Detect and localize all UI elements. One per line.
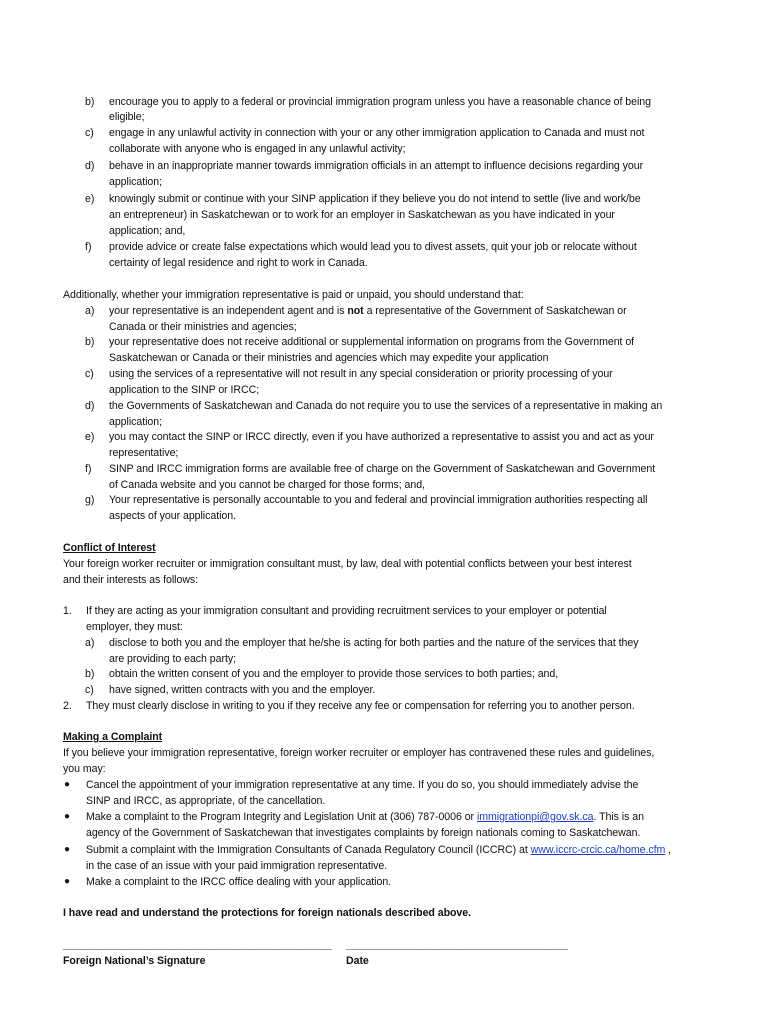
list1-label-c: c) xyxy=(85,127,94,139)
list1-label-d: d) xyxy=(85,160,95,172)
conflict-item2-number: 2. xyxy=(63,700,72,712)
conflict-item2-line1: They must clearly disclose in writing to you if they receive any fee or compensation for referring you to another person. xyxy=(86,700,635,712)
list2-b-line1: your representative does not receive additional or supplemental information on programs from the Government of xyxy=(109,336,635,348)
list2-f-line2: of Canada website and you cannot be charged for those forms; and, xyxy=(109,479,425,491)
list2-g-line1: Your representative is personally accountable to you and federal and provincial immigration authorities respecting all xyxy=(109,494,648,506)
conflict-sub-c-label: c) xyxy=(85,684,94,696)
list2-e-line1: you may contact the SINP or IRCC directly, even if you have authorized a representative to assist you and act as your xyxy=(109,431,654,443)
list1-e-line1: knowingly submit or continue with your SINP application if they believe you do not intend to settle (live and work/be xyxy=(109,193,641,205)
list2-c-line1: using the services of a representative will not result in any special consideration or priority processing of your xyxy=(109,368,613,380)
list1-f-line1: provide advice or create false expectations which would lead you to divest assets, quit your job or relocate without xyxy=(109,241,637,253)
conflict-sub-a-line2: are providing to each party; xyxy=(109,653,236,665)
list1-d-line2: application; xyxy=(109,176,162,188)
conflict-intro-line2: and their interests as follows: xyxy=(63,574,199,586)
list2-d-line1: the Governments of Saskatchewan and Canada do not require you to use the services of a representative in making an xyxy=(109,400,663,412)
complaint-bullet1-line2: SINP and IRCC, as appropriate, of the cancellation. xyxy=(86,795,326,807)
list2-f-line1: SINP and IRCC immigration forms are available free of charge on the Government of Saskatchewan and Government xyxy=(109,463,656,475)
list1-c-line2: collaborate with anyone who is engaged in any unlawful activity; xyxy=(109,143,406,155)
conflict-item1-line2: employer, they must: xyxy=(86,621,183,633)
list2-label-c: c) xyxy=(85,368,94,380)
list2-d-line2: application; xyxy=(109,416,162,428)
list1-b-line1: encourage you to apply to a federal or provincial immigration program unless you have a reasonable chance of being xyxy=(109,96,651,108)
list2-label-g: g) xyxy=(85,494,95,506)
list1-d-line1: behave in an inappropriate manner towards immigration officials in an attempt to influence decisions regarding your xyxy=(109,160,644,172)
list1-f-line2: certainty of legal residence and right to work in Canada. xyxy=(109,257,368,269)
list1-e-line3: application; and, xyxy=(109,225,186,237)
iccrc-website-link[interactable]: www.iccrc-crcic.ca/home.cfm xyxy=(530,844,666,856)
conflict-sub-b-label: b) xyxy=(85,668,95,680)
bullet-icon: ● xyxy=(64,844,71,855)
list2-label-b: b) xyxy=(85,336,95,348)
conflict-item1-number: 1. xyxy=(63,605,72,617)
list2-a-line2: Canada or their ministries and agencies; xyxy=(109,321,297,333)
complaint-bullet2-line1: Make a complaint to the Program Integrity and Legislation Unit at (306) 787-0006 or immigrationpi@gov.sk.ca. This is an xyxy=(86,811,644,823)
list2-label-e: e) xyxy=(85,431,95,443)
list2-label-a: a) xyxy=(85,305,95,317)
signature-line[interactable]: ______________________________________________ xyxy=(63,939,332,951)
conflict-sub-a-label: a) xyxy=(85,637,95,649)
signature-label: Foreign National’s Signature xyxy=(63,955,206,967)
list1-label-e: e) xyxy=(85,193,95,205)
complaint-heading: Making a Complaint xyxy=(63,731,163,743)
list1-c-line1: engage in any unlawful activity in connection with your or any other immigration application to Canada and must not xyxy=(109,127,645,139)
conflict-sub-a-line1: disclose to both you and the employer that he/she is acting for both parties and the nature of the services that they xyxy=(109,637,639,649)
bullet-icon: ● xyxy=(64,876,71,887)
conflict-sub-b-line1: obtain the written consent of you and the employer to provide those services to both parties; and, xyxy=(109,668,559,680)
list1-b-line2: eligible; xyxy=(109,111,145,123)
list2-b-line2: Saskatchewan or Canada or their ministries and agencies which may expedite your application xyxy=(109,352,549,364)
declaration-statement: I have read and understand the protections for foreign nationals described above. xyxy=(63,907,472,919)
list2-e-line2: representative; xyxy=(109,447,179,459)
date-line[interactable]: ______________________________________ xyxy=(346,939,568,951)
list2-g-line2: aspects of your application. xyxy=(109,510,236,522)
conflict-sub-c-line1: have signed, written contracts with you and the employer. xyxy=(109,684,376,696)
complaint-intro-line2: you may: xyxy=(63,763,106,775)
list1-label-b: b) xyxy=(85,96,95,108)
conflict-intro-line1: Your foreign worker recruiter or immigration consultant must, by law, deal with potential conflicts between your best interest xyxy=(63,558,632,570)
conflict-heading: Conflict of Interest xyxy=(63,542,156,554)
complaint-bullet2-line2: agency of the Government of Saskatchewan that investigates complaints by foreign nationals coming to Saskatchewan. xyxy=(86,827,641,839)
bullet-icon: ● xyxy=(64,811,71,822)
complaint-bullet3-line2: in the case of an issue with your paid immigration representative. xyxy=(86,860,388,872)
bullet-icon: ● xyxy=(64,779,71,790)
list2-c-line2: application to the SINP or IRCC; xyxy=(109,384,260,396)
list2-label-d: d) xyxy=(85,400,95,412)
list2-a-line1: your representative is an independent agent and is not a representative of the Government of Saskatchewan or xyxy=(109,305,627,317)
complaint-bullet3-line1: Submit a complaint with the Immigration Consultants of Canada Regulatory Council (ICCRC) at www.iccrc-crcic.ca/home.cfm , xyxy=(86,844,672,856)
email-link[interactable]: immigrationpi@gov.sk.ca xyxy=(476,811,594,823)
list1-e-line2: an entrepreneur) in Saskatchewan or to work for an employer in Saskatchewan as you have indicated in your xyxy=(109,209,615,221)
list1-label-f: f) xyxy=(85,241,92,253)
list2-label-f: f) xyxy=(85,463,92,475)
complaint-bullet4-line1: Make a complaint to the IRCC office dealing with your application. xyxy=(86,876,392,888)
complaint-intro-line1: If you believe your immigration representative, foreign worker recruiter or employer has contravened these rules and guidelines, xyxy=(63,747,655,759)
additionally-intro: Additionally, whether your immigration representative is paid or unpaid, you should understand that: xyxy=(63,289,524,301)
date-label: Date xyxy=(346,955,369,967)
complaint-bullet1-line1: Cancel the appointment of your immigration representative at any time. If you do so, you should immediately advise the xyxy=(86,779,639,791)
conflict-item1-line1: If they are acting as your immigration consultant and providing recruitment services to your employer or potential xyxy=(86,605,607,617)
